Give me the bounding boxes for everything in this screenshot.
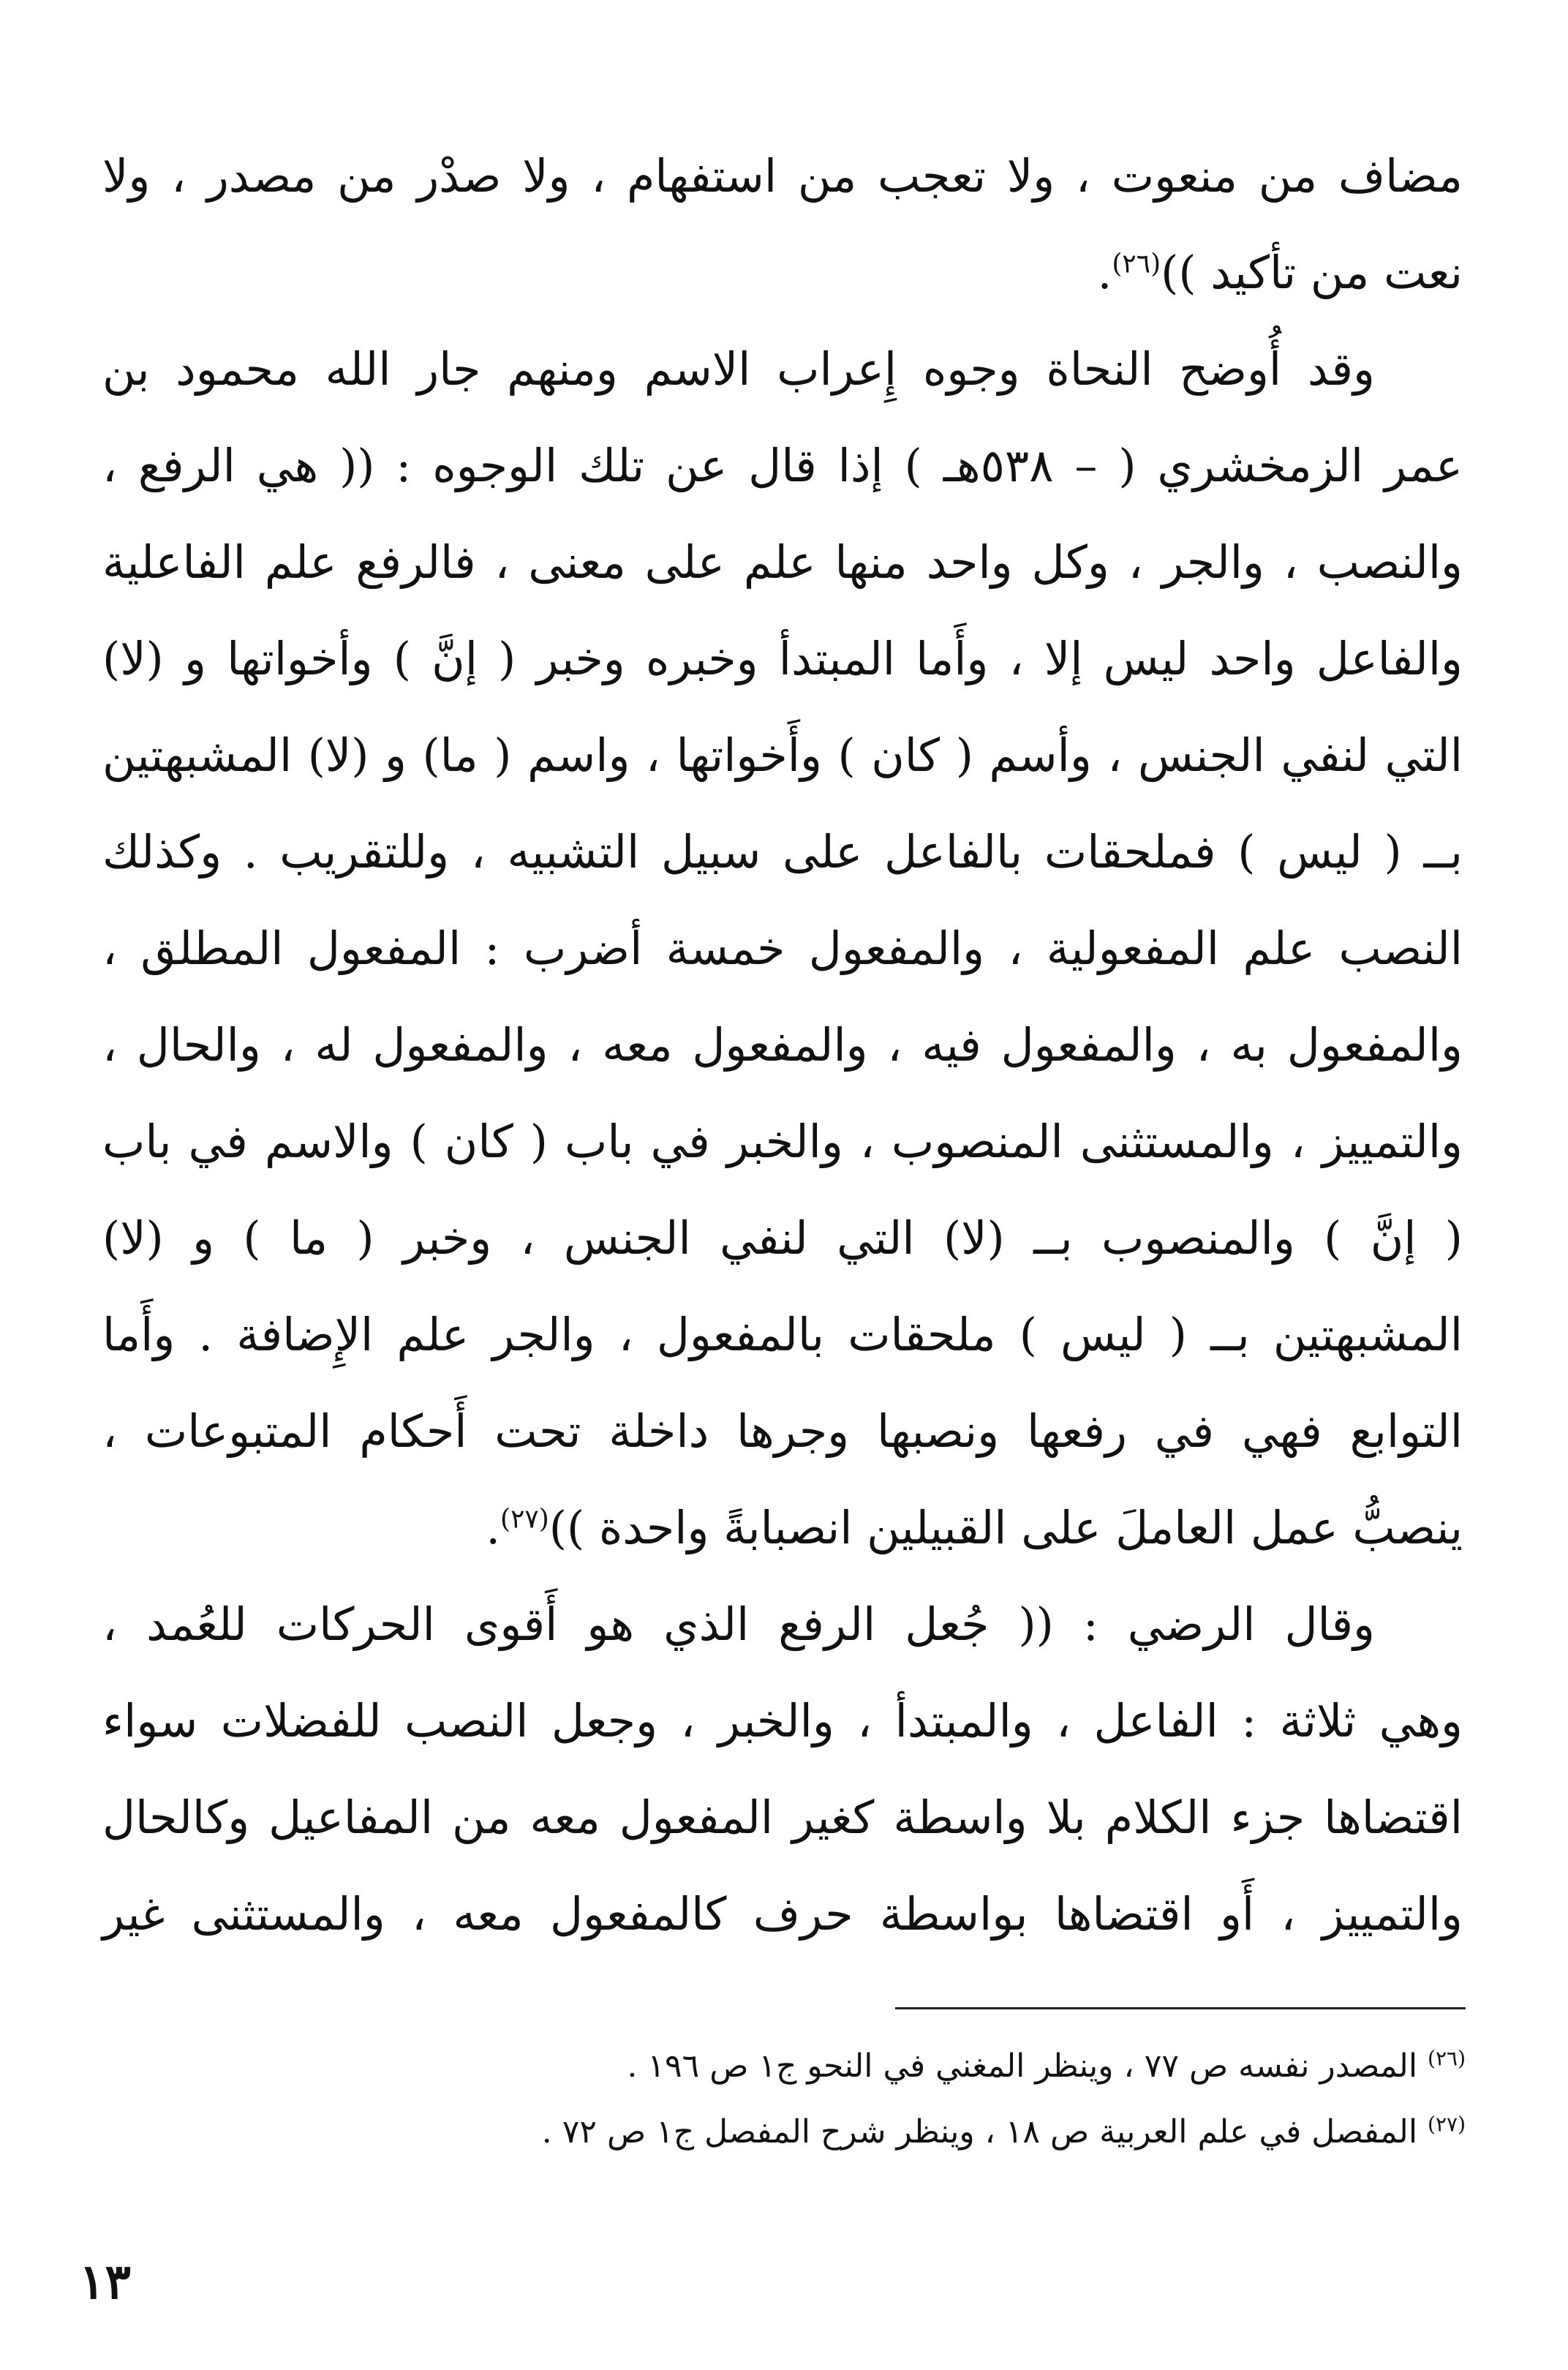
text-line: النصب علم المفعولية ، والمفعول خمسة أضرب : المفعول المطلق ،: [102, 922, 1463, 975]
footnote-ref-27: (٢٧): [500, 1504, 549, 1535]
paragraph-start-line: وقد أُوضح النحاة وجوه إِعراب الاسم ومنهم جار الله محمود بن: [102, 342, 1375, 396]
footnote-26: [105, 2034, 1466, 2099]
text-line: وهي ثلاثة : الفاعل ، والمبتدأ ، والخبر ، وجعل النصب للفضلات سواء: [102, 1694, 1463, 1748]
footnote-27: [105, 2099, 1466, 2165]
paragraph-start-line: وقال الرضي : (( جُعل الرفع الذي هو أَقوى الحركات للعُمد ،: [102, 1598, 1375, 1651]
footnote-text: المصدر نفسه ص ٧٧ ، وينظر المغني في النحو ج١ ص ١٩٦ .: [627, 2047, 1428, 2085]
sentence-period: .: [486, 1501, 501, 1554]
text-line: والمفعول به ، والمفعول فيه ، والمفعول معه ، والمفعول له ، والحال ،: [102, 1018, 1463, 1072]
text-line: عمر الزمخشري ( – ٥٣٨هـ ) إذا قال عن تلك الوجوه : (( هي الرفع ،: [102, 439, 1463, 492]
footnote-mark: (٢٧): [1428, 2112, 1466, 2137]
text-line: بــ ( ليس ) فملحقات بالفاعل على سبيل التشبيه ، وللتقريب . وكذلك: [102, 825, 1463, 879]
text-line-content: ينصبُّ عمل العاملَ على القبيلين انصبابةً واحدة )): [549, 1501, 1463, 1554]
footnote-separator: [895, 2007, 1466, 2009]
footnote-ref-26: (٢٦): [1112, 249, 1161, 279]
text-line: [102, 225, 1463, 321]
footnotes: [105, 2034, 1466, 2165]
text-line: المشبهتين بــ ( ليس ) ملحقات بالمفعول ، والجر علم الإِضافة . وأَما: [102, 1308, 1463, 1361]
text-line: التوابع فهي في رفعها ونصبها وجرها داخلة تحت أَحكام المتبوعات ،: [102, 1404, 1463, 1458]
text-line: والتمييز ، والمستثنى المنصوب ، والخبر في باب ( كان ) والاسم في باب: [102, 1115, 1463, 1168]
page-number: ١٣: [79, 2253, 131, 2310]
text-line: والنصب ، والجر ، وكل واحد منها علم على معنى ، فالرفع علم الفاعلية: [102, 535, 1463, 589]
text-line: التي لنفي الجنس ، وأسم ( كان ) وأَخواتها ، واسم ( ما) و (لا) المشبهتين: [102, 729, 1463, 782]
footnote-mark: (٢٦): [1428, 2046, 1466, 2071]
text-line: والفاعل واحد ليس إلا ، وأَما المبتدأ وخبره وخبر ( إنَّ ) وأخواتها و (لا): [102, 632, 1463, 685]
text-line: [102, 1480, 1463, 1576]
sentence-period: .: [1097, 246, 1112, 299]
text-line: مضاف من منعوت ، ولا تعجب من استفهام ، ولا صدْر من مصدر ، ولا: [102, 149, 1463, 203]
text-line: والتمييز ، أَو اقتضاها بواسطة حرف كالمفعول معه ، والمستثنى غير: [102, 1887, 1463, 1941]
main-text: [102, 128, 1463, 1963]
footnote-text: المفصل في علم العربية ص ١٨ ، وينظر شرح المفصل ج١ ص ٧٢ .: [541, 2113, 1428, 2151]
text-line: ( إنَّ ) والمنصوب بــ (لا) التي لنفي الجنس ، وخبر ( ما ) و (لا): [102, 1211, 1463, 1265]
text-line-content: نعت من تأكيد )): [1161, 246, 1463, 299]
text-line: اقتضاها جزء الكلام بلا واسطة كغير المفعول معه من المفاعيل وكالحال: [102, 1791, 1463, 1844]
